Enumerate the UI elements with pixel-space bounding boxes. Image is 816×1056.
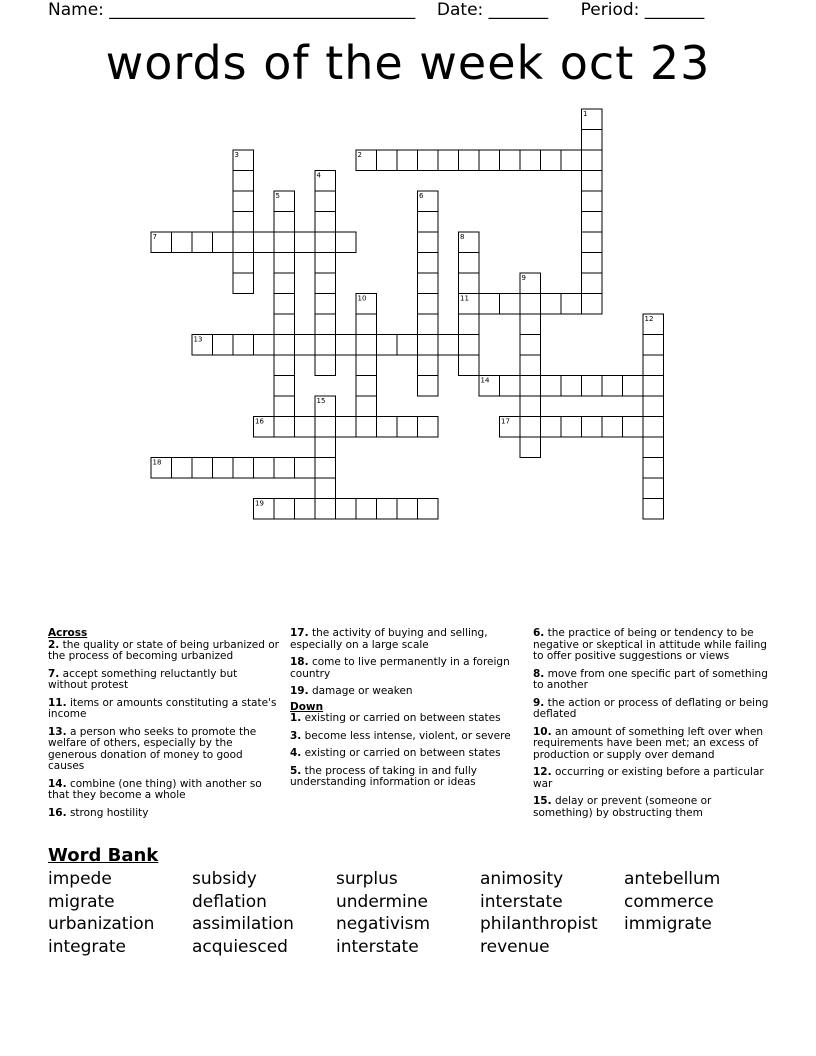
clue-item [290,657,522,680]
grid-cell[interactable] [582,294,603,315]
grid-cell[interactable] [643,478,664,499]
word-bank-item: subsidy [192,869,257,889]
grid-cell[interactable] [336,499,357,520]
grid-cell[interactable] [397,417,418,438]
grid-cell[interactable] [254,458,275,479]
clue-number: 11. [48,696,67,709]
grid-cell[interactable] [582,232,603,253]
clue-number: 14. [48,777,67,790]
grid-cell[interactable] [233,232,254,253]
clue-item [533,727,773,762]
clue-text: strong hostility [66,806,149,819]
grid-cell[interactable] [643,437,664,458]
grid-cell[interactable] [356,355,377,376]
word-bank-item: immigrate [624,914,712,934]
cell-number: 16 [255,417,264,426]
grid-cell[interactable] [274,273,295,294]
grid-cell[interactable] [459,150,480,171]
grid-cell[interactable] [233,458,254,479]
grid-cell[interactable] [582,253,603,274]
grid-cell[interactable] [582,212,603,233]
cell-number: 17 [501,417,510,426]
grid-cell[interactable] [377,335,398,356]
grid-cell[interactable] [356,314,377,335]
word-bank-item: impede [48,869,112,889]
grid-cell[interactable] [274,212,295,233]
grid-cell[interactable] [520,417,541,438]
grid-cell[interactable] [561,294,582,315]
clue-item [48,669,280,692]
grid-cell[interactable] [315,458,336,479]
grid-cell[interactable] [500,150,521,171]
period-field-label[interactable]: Period: _______ [580,0,705,20]
clue-item [48,779,280,802]
grid-cell[interactable] [643,396,664,417]
clue-text: delay or prevent (someone or something) by obstructing them [533,795,712,819]
grid-cell[interactable] [274,355,295,376]
grid-cell[interactable] [643,458,664,479]
word-bank-item: assimilation [192,914,294,934]
clue-number: 5. [290,764,302,777]
grid-cell[interactable] [643,376,664,397]
grid-cell[interactable] [459,253,480,274]
clue-item [290,686,522,698]
grid-cell[interactable] [192,458,213,479]
cell-number: 10 [357,294,367,303]
grid-cell[interactable] [233,335,254,356]
grid-cell[interactable] [397,150,418,171]
grid-cell[interactable] [172,458,193,479]
grid-cell[interactable] [418,294,439,315]
grid-cell[interactable] [520,335,541,356]
cell-number: 1 [583,110,588,118]
cell-number: 4 [316,171,321,180]
grid-cell[interactable] [459,355,480,376]
clue-text: an amount of something left over when requirements have been met; an excess of production or supply over demand [533,725,764,761]
grid-cell[interactable] [418,314,439,335]
clue-number: 4. [290,747,302,759]
grid-cell[interactable] [541,150,562,171]
grid-cell[interactable] [561,150,582,171]
clue-number: 16. [48,806,67,819]
word-bank-item: commerce [624,891,714,912]
grid-cell[interactable] [643,355,664,376]
word-bank-item: undermine [336,891,429,912]
grid-cell[interactable] [295,417,316,438]
cell-number: 13 [193,335,203,344]
word-bank [48,868,768,958]
grid-cell[interactable] [582,417,603,438]
clue-number: 15. [533,795,552,807]
grid-cell[interactable] [233,171,254,192]
grid-cell[interactable] [315,355,336,376]
grid-cell[interactable] [274,417,295,438]
grid-cell[interactable] [315,191,336,212]
grid-cell[interactable] [274,232,295,253]
grid-cell[interactable] [315,273,336,294]
clue-text: existing or carried on between states [301,712,501,724]
cell-number: 8 [460,233,465,241]
grid-cell[interactable] [520,294,541,315]
clue-number: 10. [533,725,552,738]
cell-number: 6 [419,192,424,200]
grid-cell[interactable] [233,253,254,274]
cell-number: 14 [480,376,490,385]
clue-text: accept something reluctantly but without protest [48,667,238,691]
clue-item [533,796,773,819]
word-bank-title: Word Bank [48,845,159,866]
grid-cell[interactable] [561,376,582,397]
grid-cell[interactable] [520,437,541,458]
grid-cell[interactable] [459,335,480,356]
grid-cell[interactable] [418,150,439,171]
grid-cell[interactable] [295,335,316,356]
grid-cell[interactable] [479,150,500,171]
name-field-label[interactable]: Name: ____________________________________ [48,0,416,20]
grid-cell[interactable] [582,130,603,151]
clue-text: damage or weaken [308,685,413,697]
grid-cell[interactable] [315,499,336,520]
grid-cell[interactable] [213,335,234,356]
grid-cell[interactable] [582,150,603,171]
grid-cell[interactable] [520,396,541,417]
cell-number: 2 [357,151,362,159]
grid-cell[interactable] [602,417,623,438]
grid-cell[interactable] [356,335,377,356]
clue-text: the quality or state of being urbanized or the process of becoming urbanized [48,638,279,662]
clue-column-3 [533,628,773,825]
cell-number: 19 [255,499,264,508]
clue-item [290,731,522,743]
clue-item [290,628,522,651]
grid-cell[interactable] [418,232,439,253]
word-bank-item: animosity [480,869,564,889]
grid-cell[interactable] [418,253,439,274]
grid-cell[interactable] [315,212,336,233]
word-bank-item [624,936,768,959]
grid-cell[interactable] [377,499,398,520]
word-bank-item: acquiesced [192,936,288,957]
clue-text: existing or carried on between states [301,747,501,759]
grid-cell[interactable] [561,417,582,438]
clue-text: become less intense, violent, or severe [301,729,511,742]
clue-number: 12. [533,766,552,778]
across-heading: Across [48,627,88,639]
grid-cell[interactable] [418,273,439,294]
grid-cell[interactable] [274,396,295,417]
grid-cell[interactable] [418,376,439,397]
clue-text: the practice of being or tendency to be negative or skeptical in attitude while failing to offer positive suggestions or views [533,627,767,662]
grid-cell[interactable] [233,191,254,212]
grid-cell[interactable] [438,335,459,356]
down-heading: Down [290,700,324,713]
clue-text: move from one specific part of something to another [533,667,768,691]
grid-cell[interactable] [356,417,377,438]
clue-item [290,713,522,725]
grid-cell[interactable] [274,294,295,315]
grid-cell[interactable] [479,294,500,315]
clue-item [290,748,522,760]
grid-cell[interactable] [520,376,541,397]
grid-cell[interactable] [541,417,562,438]
grid-cell[interactable] [643,417,664,438]
grid-cell[interactable] [315,417,336,438]
cell-number: 15 [316,397,326,405]
clue-number: 7. [48,667,60,680]
word-bank-item: integrate [48,936,126,957]
clue-item [48,727,280,773]
grid-cell[interactable] [418,355,439,376]
word-bank-item: philanthropist [480,914,598,934]
clue-text: come to live permanently in a foreign country [290,656,510,680]
grid-cell[interactable] [254,232,275,253]
grid-cell[interactable] [213,458,234,479]
grid-cell[interactable] [254,335,275,356]
cell-number: 12 [644,315,654,323]
grid-cell[interactable] [315,478,336,499]
date-field-label[interactable]: Date: _______ [436,0,549,20]
grid-cell[interactable] [520,355,541,376]
grid-cell[interactable] [336,335,357,356]
grid-cell[interactable] [582,273,603,294]
grid-cell[interactable] [336,232,357,253]
grid-cell[interactable] [295,499,316,520]
grid-cell[interactable] [520,314,541,335]
cell-number: 3 [234,151,239,159]
grid-cell[interactable] [315,232,336,253]
word-bank-item: interstate [336,936,419,957]
grid-cell[interactable] [541,376,562,397]
clue-text: a person who seeks to promote the welfare of others, especially by the generous donation of money to good causes [48,725,257,772]
grid-cell[interactable] [315,335,336,356]
grid-cell[interactable] [582,171,603,192]
clue-item [533,767,773,790]
grid-cell[interactable] [541,294,562,315]
grid-cell[interactable] [315,253,336,274]
grid-cell[interactable] [438,150,459,171]
clue-text: items or amounts constituting a state's income [48,696,277,720]
grid-cell[interactable] [397,335,418,356]
grid-cell[interactable] [213,232,234,253]
grid-cell[interactable] [356,376,377,397]
cell-number: 7 [152,233,157,241]
grid-cell[interactable] [336,417,357,438]
word-bank-item: revenue [480,936,550,957]
clue-item [48,640,280,663]
grid-cell[interactable] [172,232,193,253]
grid-cell[interactable] [274,253,295,274]
grid-cell[interactable] [520,150,541,171]
clue-number: 6. [533,627,545,639]
clue-text: the process of taking in and fully understanding information or ideas [290,764,477,788]
grid-cell[interactable] [582,191,603,212]
grid-cell[interactable] [315,314,336,335]
clue-number: 8. [533,667,545,680]
word-bank-item: surplus [336,869,398,889]
grid-cell[interactable] [623,417,644,438]
clue-item [290,766,522,789]
grid-cell[interactable] [418,499,439,520]
grid-cell[interactable] [643,499,664,520]
grid-cell[interactable] [418,212,439,233]
clue-text: combine (one thing) with another so that they become a whole [48,777,262,801]
grid-cell[interactable] [356,499,377,520]
clue-number: 9. [533,696,545,709]
cell-number: 9 [521,274,526,282]
grid-cell[interactable] [274,376,295,397]
cell-number: 11 [460,294,469,303]
grid-cell[interactable] [459,273,480,294]
word-bank-item: interstate [480,891,563,912]
grid-cell[interactable] [377,417,398,438]
grid-cell[interactable] [233,273,254,294]
grid-cell[interactable] [274,499,295,520]
word-bank-item: urbanization [48,914,155,934]
grid-cell[interactable] [459,314,480,335]
grid-cell[interactable] [315,294,336,315]
clue-number: 13. [48,725,67,738]
word-bank-item: deflation [192,891,267,912]
grid-cell[interactable] [274,335,295,356]
word-bank-item: migrate [48,891,115,912]
grid-cell[interactable] [274,458,295,479]
grid-cell[interactable] [192,232,213,253]
clue-text: occurring or existing before a particular war [533,766,764,790]
clue-number: 2. [48,638,60,651]
grid-cell[interactable] [315,437,336,458]
grid-cell[interactable] [623,376,644,397]
cell-number: 18 [152,458,162,467]
clue-item [533,669,773,692]
grid-cell[interactable] [602,376,623,397]
grid-cell[interactable] [274,314,295,335]
word-bank-item: antebellum [624,869,721,889]
clue-text: the action or process of deflating or being deflated [533,696,769,720]
grid-cell[interactable] [418,417,439,438]
page-title: words of the week oct 23 [105,36,711,90]
grid-cell[interactable] [500,294,521,315]
clue-column-1 [48,628,280,825]
grid-cell[interactable] [377,150,398,171]
grid-cell[interactable] [582,376,603,397]
clue-column-2 [290,628,522,795]
clue-number: 19. [290,685,309,697]
grid-cell[interactable] [397,499,418,520]
grid-cell[interactable] [418,335,439,356]
grid-cell[interactable] [643,335,664,356]
grid-cell[interactable] [233,212,254,233]
clue-item [48,808,280,820]
clue-item [48,698,280,721]
grid-cell[interactable] [295,458,316,479]
clue-number: 17. [290,627,309,639]
clue-item [533,628,773,663]
clue-item [533,698,773,721]
grid-cell[interactable] [500,376,521,397]
word-bank-item: negativism [336,914,431,934]
cell-number: 5 [275,192,280,200]
grid-cell[interactable] [295,232,316,253]
clue-text: the activity of buying and selling, especially on a large scale [290,627,488,651]
grid-cell[interactable] [356,396,377,417]
clue-number: 1. [290,712,302,724]
clue-number: 18. [290,656,309,668]
clue-number: 3. [290,729,302,742]
